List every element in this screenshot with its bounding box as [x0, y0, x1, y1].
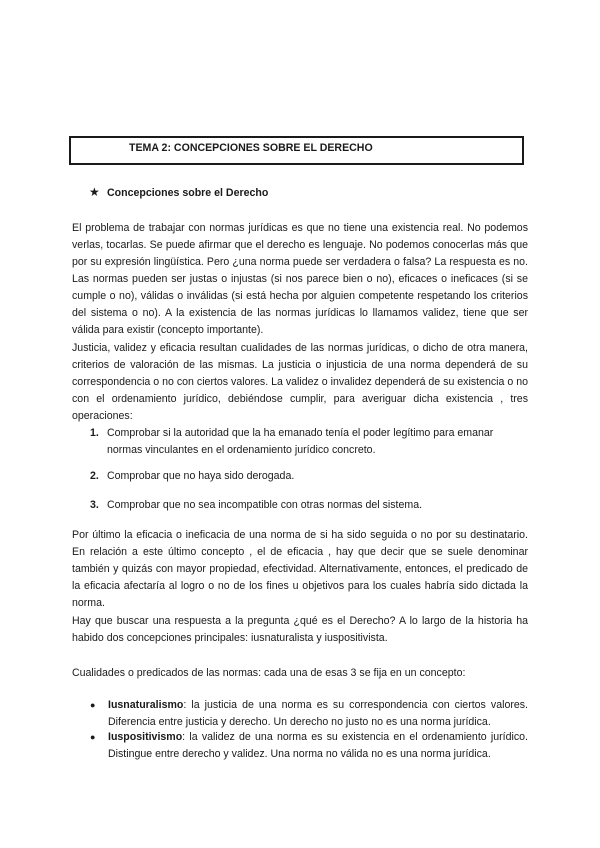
operation-text: Comprobar si la autoridad que la ha emanado tenía el poder legítimo para emanar normas vinculantes en el ordenamiento jurídico concreto.: [107, 427, 494, 456]
bullet-icon: ●: [90, 732, 96, 742]
bullet-text: [108, 729, 528, 763]
star-icon: ★: [89, 185, 100, 199]
bullet-description: : la justicia de una norma es su correspondencia con ciertos valores. Diferencia entre justicia y derecho. Un derecho no justo no es una norma jurídica.: [108, 699, 528, 728]
bullet-term: Iuspositivismo: [108, 731, 183, 743]
operation-number: 3.: [90, 499, 99, 511]
bullet-text: [108, 697, 528, 731]
paragraph-efficacy: Por último la eficacia o ineficacia de una norma de si ha sido seguida o no por su destinatario. En relación a este último concepto , el de eficacia , hay que decir que se suele denominar también y quizás con mayor propiedad, efectividad. Alternativamente, entonces, el predicado de la eficacia afectaría al logro o no de los fines u objetivos para los cuales habría sido dictada la norma.: [72, 529, 528, 609]
bullet-term: Iusnaturalismo: [108, 699, 184, 711]
paragraph-question: Hay que buscar una respuesta a la pregunta ¿qué es el Derecho? A lo largo de la historia ha habido dos concepciones principales: iusnaturalista y iuspositivista.: [72, 615, 528, 644]
operation-item: [90, 425, 528, 459]
paragraph-qualities: Justicia, validez y eficacia resultan cualidades de las normas jurídicas, o dicho de otra manera, criterios de valoración de las mismas. La justicia o injusticia de una norma dependerá de su correspondencia o no con ciertos valores. La validez o invalidez dependerá de su existencia o no con el ordenamiento jurídico, debiéndose cumplir, para averiguar dicha existencia , tres operaciones:: [72, 342, 528, 422]
bullet-icon: ●: [90, 700, 96, 710]
operation-number: 1.: [90, 427, 99, 439]
page-title: TEMA 2: CONCEPCIONES SOBRE EL DERECHO: [129, 142, 373, 154]
section-heading-text: Concepciones sobre el Derecho: [107, 187, 269, 199]
bullet-description: : la validez de una norma es su existencia en el ordenamiento jurídico. Distingue entre derecho y validez. Una norma no válida no es una norma jurídica.: [108, 731, 528, 760]
bullet-item: [90, 729, 528, 763]
operation-text: Comprobar que no haya sido derogada.: [107, 470, 295, 482]
paragraph-intro: El problema de trabajar con normas jurídicas es que no tiene una existencia real. No podemos verlas, tocarlas. Se puede afirmar que el derecho es lenguaje. No podemos conocerlas más que por su expresión lingüística. Pero ¿una norma puede ser verdadera o falsa? La respuesta es no. Las normas pueden ser justas o injustas (si nos parece bien o no), eficaces o ineficaces (si se cumple o no), válidas o inválidas (si está hecha por alguien competente respetando los criterios del sistema o no). A la existencia de las normas jurídicas lo llamamos validez, tiene que ser válida para existir (concepto importante).: [72, 222, 528, 336]
operation-item: [90, 468, 528, 485]
paragraph-predicates: Cualidades o predicados de las normas: cada una de esas 3 se fija en un concepto:: [72, 667, 466, 679]
bullet-item: [90, 697, 528, 731]
title-box: [69, 136, 524, 165]
section-heading: [89, 184, 268, 202]
operation-text: Comprobar que no sea incompatible con otras normas del sistema.: [107, 499, 423, 511]
operation-number: 2.: [90, 470, 99, 482]
operation-item: [90, 497, 528, 514]
